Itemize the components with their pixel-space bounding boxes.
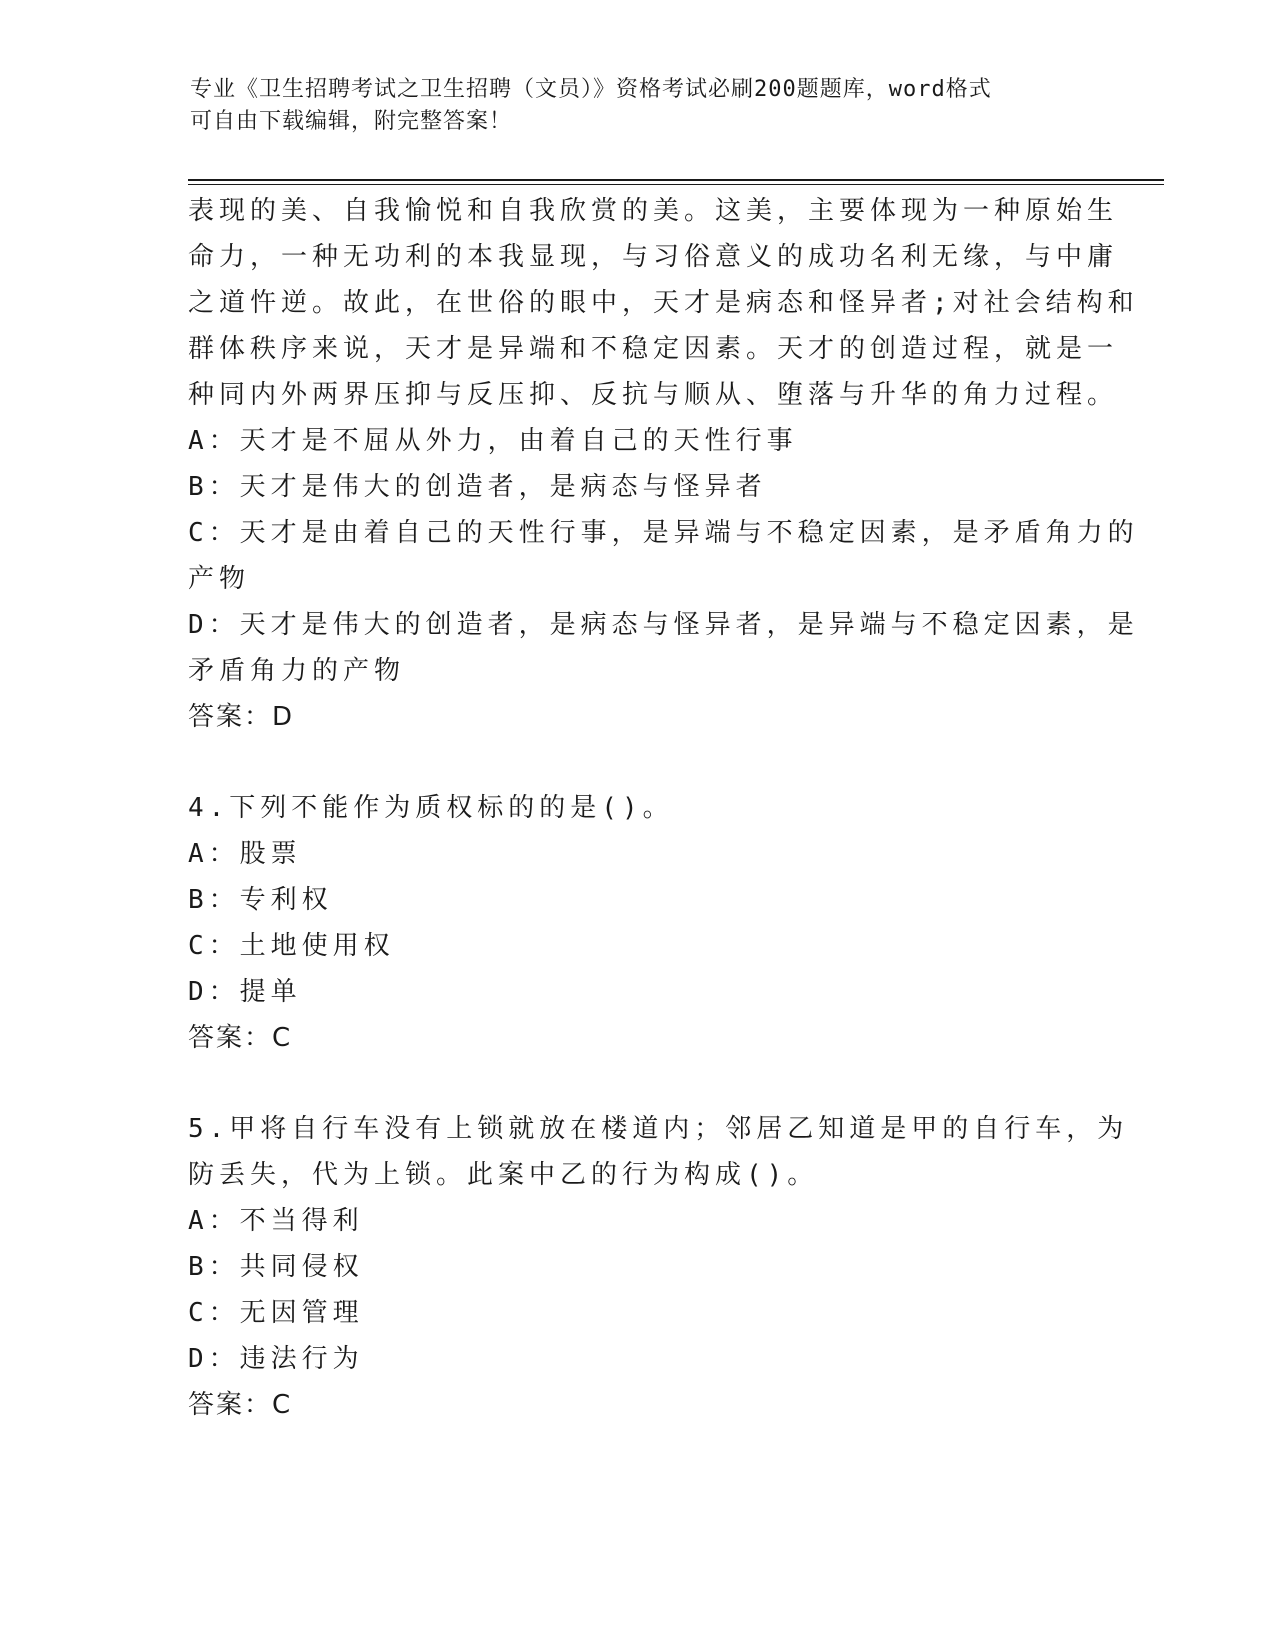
option-c: C：天才是由着自己的天性行事，是异端与不稳定因素，是矛盾角力的 <box>188 518 1139 548</box>
question-text-continued: 防丢失，代为上锁。此案中乙的行为构成()。 <box>188 1160 819 1190</box>
passage-line-1: 表现的美、自我愉悦和自我欣赏的美。这美，主要体现为一种原始生 <box>188 196 1119 226</box>
question-3-block <box>188 188 1139 740</box>
header-divider-thick <box>188 179 1164 181</box>
option-a: A：天才是不屈从外力，由着自己的天性行事 <box>188 426 798 456</box>
question-4-block <box>188 785 1088 1061</box>
option-c: C：土地使用权 <box>188 931 395 961</box>
spacer <box>188 740 1088 785</box>
option-b: B：专利权 <box>188 885 333 915</box>
document-body <box>188 188 1139 1428</box>
passage-line-2: 命力，一种无功利的本我显现，与习俗意义的成功名利无缘，与中庸 <box>188 242 1119 272</box>
question-5-block <box>188 1106 1129 1428</box>
question-text: 4.下列不能作为质权标的的是()。 <box>188 793 674 823</box>
option-d-continued: 矛盾角力的产物 <box>188 656 406 686</box>
option-c-continued: 产物 <box>188 564 251 594</box>
option-b: B：共同侵权 <box>188 1252 364 1282</box>
spacer <box>188 1061 1088 1106</box>
header-title-line-2: 可自由下载编辑，附完整答案！ <box>190 109 513 134</box>
option-d: D：违法行为 <box>188 1344 364 1374</box>
passage-line-5: 种同内外两界压抑与反压抑、反抗与顺从、堕落与升华的角力过程。 <box>188 380 1119 410</box>
option-a: A：股票 <box>188 839 302 869</box>
document-header <box>190 74 1090 138</box>
header-title-line-1: 专业《卫生招聘考试之卫生招聘（文员）》资格考试必刷200题题库，word格式 <box>190 77 992 102</box>
option-c: C：无因管理 <box>188 1298 364 1328</box>
option-b: B：天才是伟大的创造者，是病态与怪异者 <box>188 472 767 502</box>
question-text: 5.甲将自行车没有上锁就放在楼道内；邻居乙知道是甲的自行车，为 <box>188 1114 1129 1144</box>
passage-line-4: 群体秩序来说，天才是异端和不稳定因素。天才的创造过程，就是一 <box>188 334 1119 364</box>
answer-label: 答案：C <box>188 1390 293 1420</box>
option-d: D：天才是伟大的创造者，是病态与怪异者，是异端与不稳定因素，是 <box>188 610 1139 640</box>
answer-label: 答案：D <box>188 702 295 732</box>
passage-line-3: 之道忤逆。故此，在世俗的眼中，天才是病态和怪异者;对社会结构和 <box>188 288 1139 318</box>
option-a: A：不当得利 <box>188 1206 364 1236</box>
header-divider-thin <box>188 184 1164 185</box>
option-d: D：提单 <box>188 977 302 1007</box>
answer-label: 答案：C <box>188 1023 293 1053</box>
